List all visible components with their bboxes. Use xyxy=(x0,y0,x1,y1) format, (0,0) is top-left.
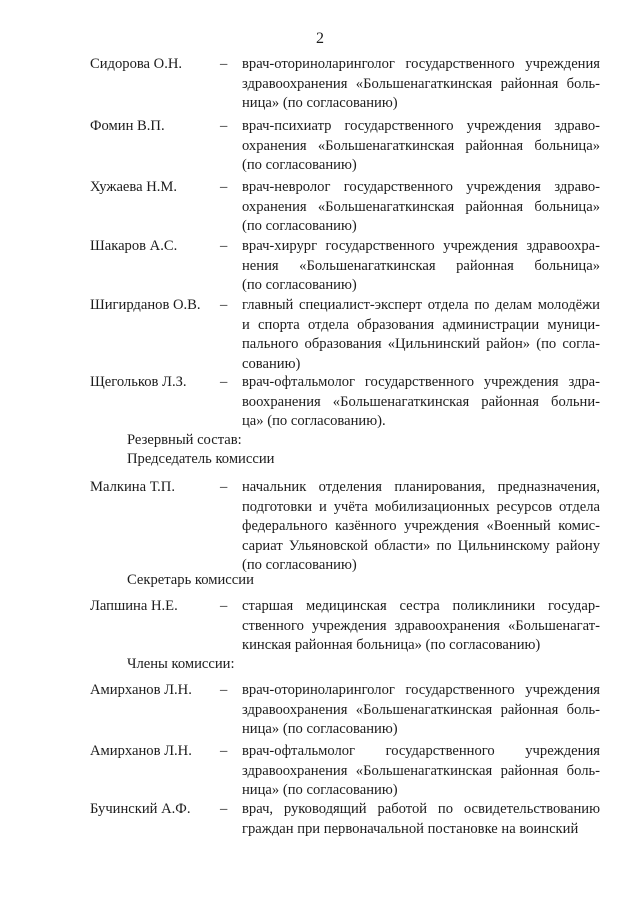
position-line: врач, руководящий работой по освидетельствованию xyxy=(242,801,600,817)
dash-separator: – xyxy=(220,598,228,614)
position-line: врач-офтальмолог государственного учреждения здра- xyxy=(242,374,600,390)
position-line: сованию) xyxy=(242,355,301,372)
dash-separator: – xyxy=(220,118,228,134)
position-line: ца» (по согласованию). xyxy=(242,413,386,429)
dash-separator: – xyxy=(220,682,228,698)
position-line: главный специалист-эксперт отдела по делам молодёжи xyxy=(242,297,600,313)
member-position xyxy=(242,681,600,740)
dash-separator: – xyxy=(220,374,228,390)
dash-separator: – xyxy=(220,56,228,72)
member-name: Шакаров А.С. xyxy=(90,238,178,254)
position-line: подготовки и учёта мобилизационных ресурсов отдела xyxy=(242,498,600,515)
member-name: Амирханов Л.Н. xyxy=(90,743,192,759)
member-position xyxy=(242,373,600,432)
position-line: врач-офтальмолог государственного учреждения xyxy=(242,743,600,759)
member-name: Фомин В.П. xyxy=(90,118,165,134)
member-name: Хужаева Н.М. xyxy=(90,179,178,195)
dash-separator: – xyxy=(220,479,228,495)
position-line: нения «Большенагаткинская районная больница» xyxy=(242,257,600,274)
member-position xyxy=(242,178,600,237)
position-line: врач-оториноларинголог государственного учреждения xyxy=(242,56,600,72)
position-line: здравоохранения «Большенагаткинская районная боль- xyxy=(242,762,600,779)
page-number: 2 xyxy=(316,30,324,47)
member-position xyxy=(242,55,600,114)
member-position xyxy=(242,800,600,839)
members-heading: Члены комиссии: xyxy=(127,656,235,672)
position-line: и спорта отдела образования администрации муници- xyxy=(242,316,600,333)
position-line: пального образования «Цильнинский район» (по согла- xyxy=(242,336,600,352)
dash-separator: – xyxy=(220,297,228,313)
position-line: старшая медицинская сестра поликлиники государ- xyxy=(242,598,600,614)
dash-separator: – xyxy=(220,179,228,195)
position-line: сариат Ульяновской области» по Цильнинскому району xyxy=(242,537,600,554)
member-position xyxy=(242,597,600,656)
dash-separator: – xyxy=(220,743,228,759)
position-line: врач-психиатр государственного учреждения здраво- xyxy=(242,118,600,134)
position-line: (по согласованию) xyxy=(242,157,357,173)
reserve-heading: Резервный состав: xyxy=(127,432,242,448)
member-name: Амирханов Л.Н. xyxy=(90,682,192,698)
position-line: здравоохранения «Большенагаткинская районная боль- xyxy=(242,75,600,92)
position-line: врач-оториноларинголог государственного учреждения xyxy=(242,682,600,698)
member-name: Малкина Т.П. xyxy=(90,479,175,495)
position-line: ница» (по согласованию) xyxy=(242,95,398,111)
member-name: Щегольков Л.З. xyxy=(90,374,187,390)
member-position xyxy=(242,117,600,176)
position-line: врач-невролог государственного учреждения здраво- xyxy=(242,179,600,195)
member-position xyxy=(242,237,600,296)
position-line: (по согласованию) xyxy=(242,218,357,234)
position-line: (по согласованию) xyxy=(242,277,357,293)
position-line: ница» (по согласованию) xyxy=(242,782,398,798)
member-position xyxy=(242,296,600,374)
position-line: здравоохранения «Большенагаткинская районная боль- xyxy=(242,701,600,718)
position-line: ница» (по согласованию) xyxy=(242,721,398,737)
position-line: врач-хирург государственного учреждения здравоохра- xyxy=(242,238,600,254)
position-line: ственного учреждения здравоохранения «Большенагат- xyxy=(242,617,600,634)
position-line: граждан при первоначальной постановке на воинский xyxy=(242,820,579,837)
position-line: охранения «Большенагаткинская районная больница» xyxy=(242,198,600,215)
member-name: Лапшина Н.Е. xyxy=(90,598,178,614)
member-name: Сидорова О.Н. xyxy=(90,56,183,72)
dash-separator: – xyxy=(220,238,228,254)
position-line: начальник отделения планирования, предназначения, xyxy=(242,479,600,495)
member-position xyxy=(242,478,600,576)
member-position xyxy=(242,742,600,801)
position-line: кинская районная больница» (по согласованию) xyxy=(242,637,541,653)
position-line: охранения «Большенагаткинская районная больница» xyxy=(242,137,600,154)
dash-separator: – xyxy=(220,801,228,817)
chair-heading: Председатель комиссии xyxy=(127,451,275,467)
member-name: Бучинский А.Ф. xyxy=(90,801,191,817)
secretary-heading: Секретарь комиссии xyxy=(127,572,254,588)
member-name: Шигирданов О.В. xyxy=(90,297,201,313)
position-line: воохранения «Большенагаткинская районная больни- xyxy=(242,393,600,410)
position-line: (по согласованию) xyxy=(242,557,357,573)
position-line: федерального казённого учреждения «Военный комис- xyxy=(242,518,600,534)
